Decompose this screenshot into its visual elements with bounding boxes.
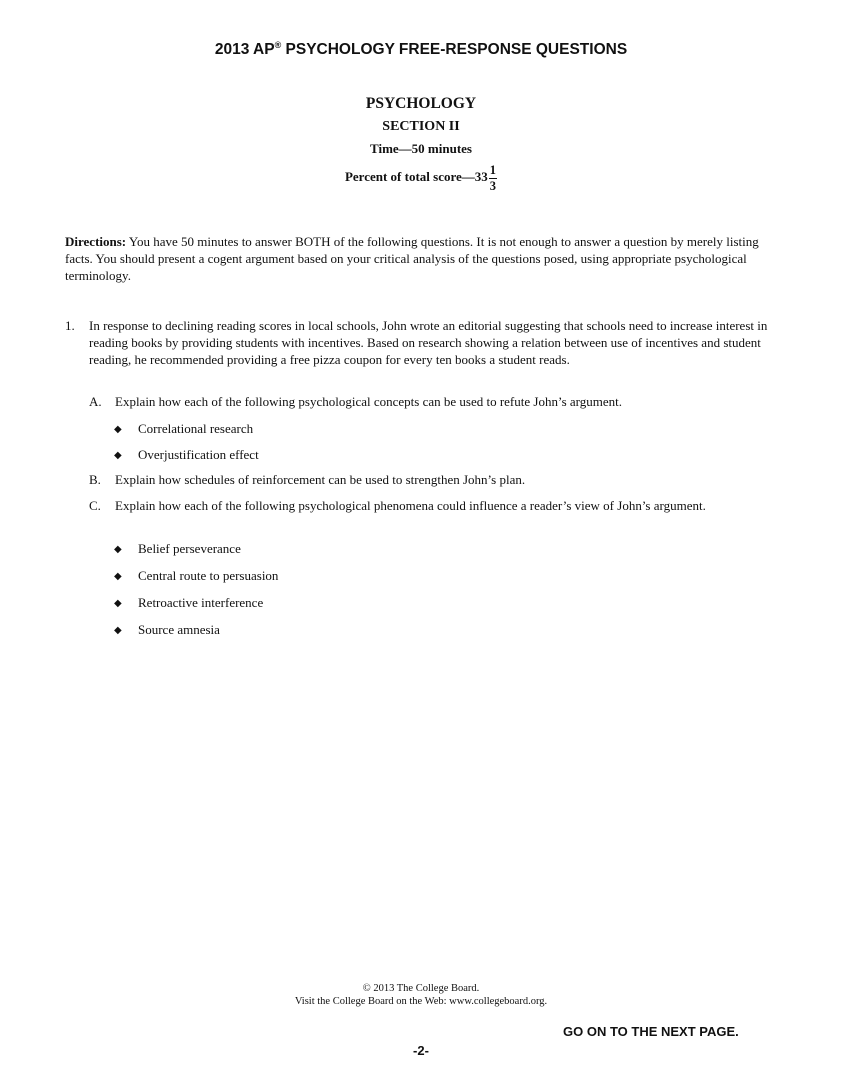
part-letter: C. (89, 498, 101, 513)
part-letter: A. (89, 394, 102, 409)
bullet-icon: ◆ (114, 598, 122, 609)
section-title: SECTION II (382, 119, 460, 134)
directions-label: Directions: (65, 234, 127, 249)
part-b (89, 471, 769, 488)
bullet-icon: ◆ (114, 571, 122, 582)
bullet-icon: ◆ (114, 625, 122, 636)
part-text: Explain how schedules of reinforcement can be used to strengthen John’s plan. (115, 472, 526, 487)
list-item (114, 594, 263, 612)
list-item (114, 567, 278, 585)
list-item (114, 446, 259, 464)
question-number: 1. (65, 318, 75, 333)
fraction (489, 164, 497, 192)
list-item (114, 420, 253, 438)
go-on-notice: GO ON TO THE NEXT PAGE. (563, 1024, 739, 1039)
copyright-notice: © 2013 The College Board. (362, 983, 480, 994)
part-letter: B. (89, 472, 101, 487)
page-number: -2- (413, 1043, 429, 1058)
part-c (89, 497, 769, 514)
bullet-icon: ◆ (114, 424, 122, 435)
list-item-text: Central route to persuasion (138, 568, 279, 583)
list-item-text: Belief perseverance (138, 541, 241, 556)
directions-text: You have 50 minutes to answer BOTH of the following questions. It is not enough to answer a question by merely listing facts. You should present a cogent argument based on your critical analysis of the questions posed, using appropriate psychological terminology. (65, 234, 759, 283)
list-item (114, 540, 241, 558)
header-title-prefix: 2013 AP (214, 41, 275, 59)
subject-title: PSYCHOLOGY (365, 95, 477, 112)
part-a (89, 393, 769, 410)
percent-label: Percent of total score—33 (344, 168, 488, 184)
list-item-text: Overjustification effect (138, 447, 259, 462)
directions-paragraph (65, 233, 779, 284)
registered-mark: ® (274, 40, 282, 50)
time-allowed: Time—50 minutes (370, 141, 472, 156)
fraction-numerator: 1 (489, 163, 497, 177)
bullet-icon: ◆ (114, 450, 122, 461)
header-title-suffix: PSYCHOLOGY FREE-RESPONSE QUESTIONS (281, 41, 628, 59)
list-item-text: Source amnesia (138, 622, 220, 637)
list-item-text: Correlational research (138, 421, 254, 436)
question-1 (65, 317, 777, 368)
list-item (114, 621, 220, 639)
part-text: Explain how each of the following psychological concepts can be used to refute John’s argument. (115, 394, 622, 409)
fraction-denominator: 3 (489, 178, 497, 193)
question-prompt: In response to declining reading scores in local schools, John wrote an editorial suggesting that schools need to increase interest in reading books by providing students with incentives. Based on research showing a relation between use of incentives and student reading, he recommended providing a free pizza coupon for every ten books a student reads. (89, 318, 768, 367)
bullet-icon: ◆ (114, 544, 122, 555)
percent-of-score (0, 164, 842, 192)
page-header (0, 40, 842, 59)
website-notice: Visit the College Board on the Web: www.collegeboard.org. (294, 996, 548, 1007)
list-item-text: Retroactive interference (138, 595, 264, 610)
part-text: Explain how each of the following psychological phenomena could influence a reader’s view of John’s argument. (115, 498, 706, 513)
page-footer (0, 982, 842, 1008)
